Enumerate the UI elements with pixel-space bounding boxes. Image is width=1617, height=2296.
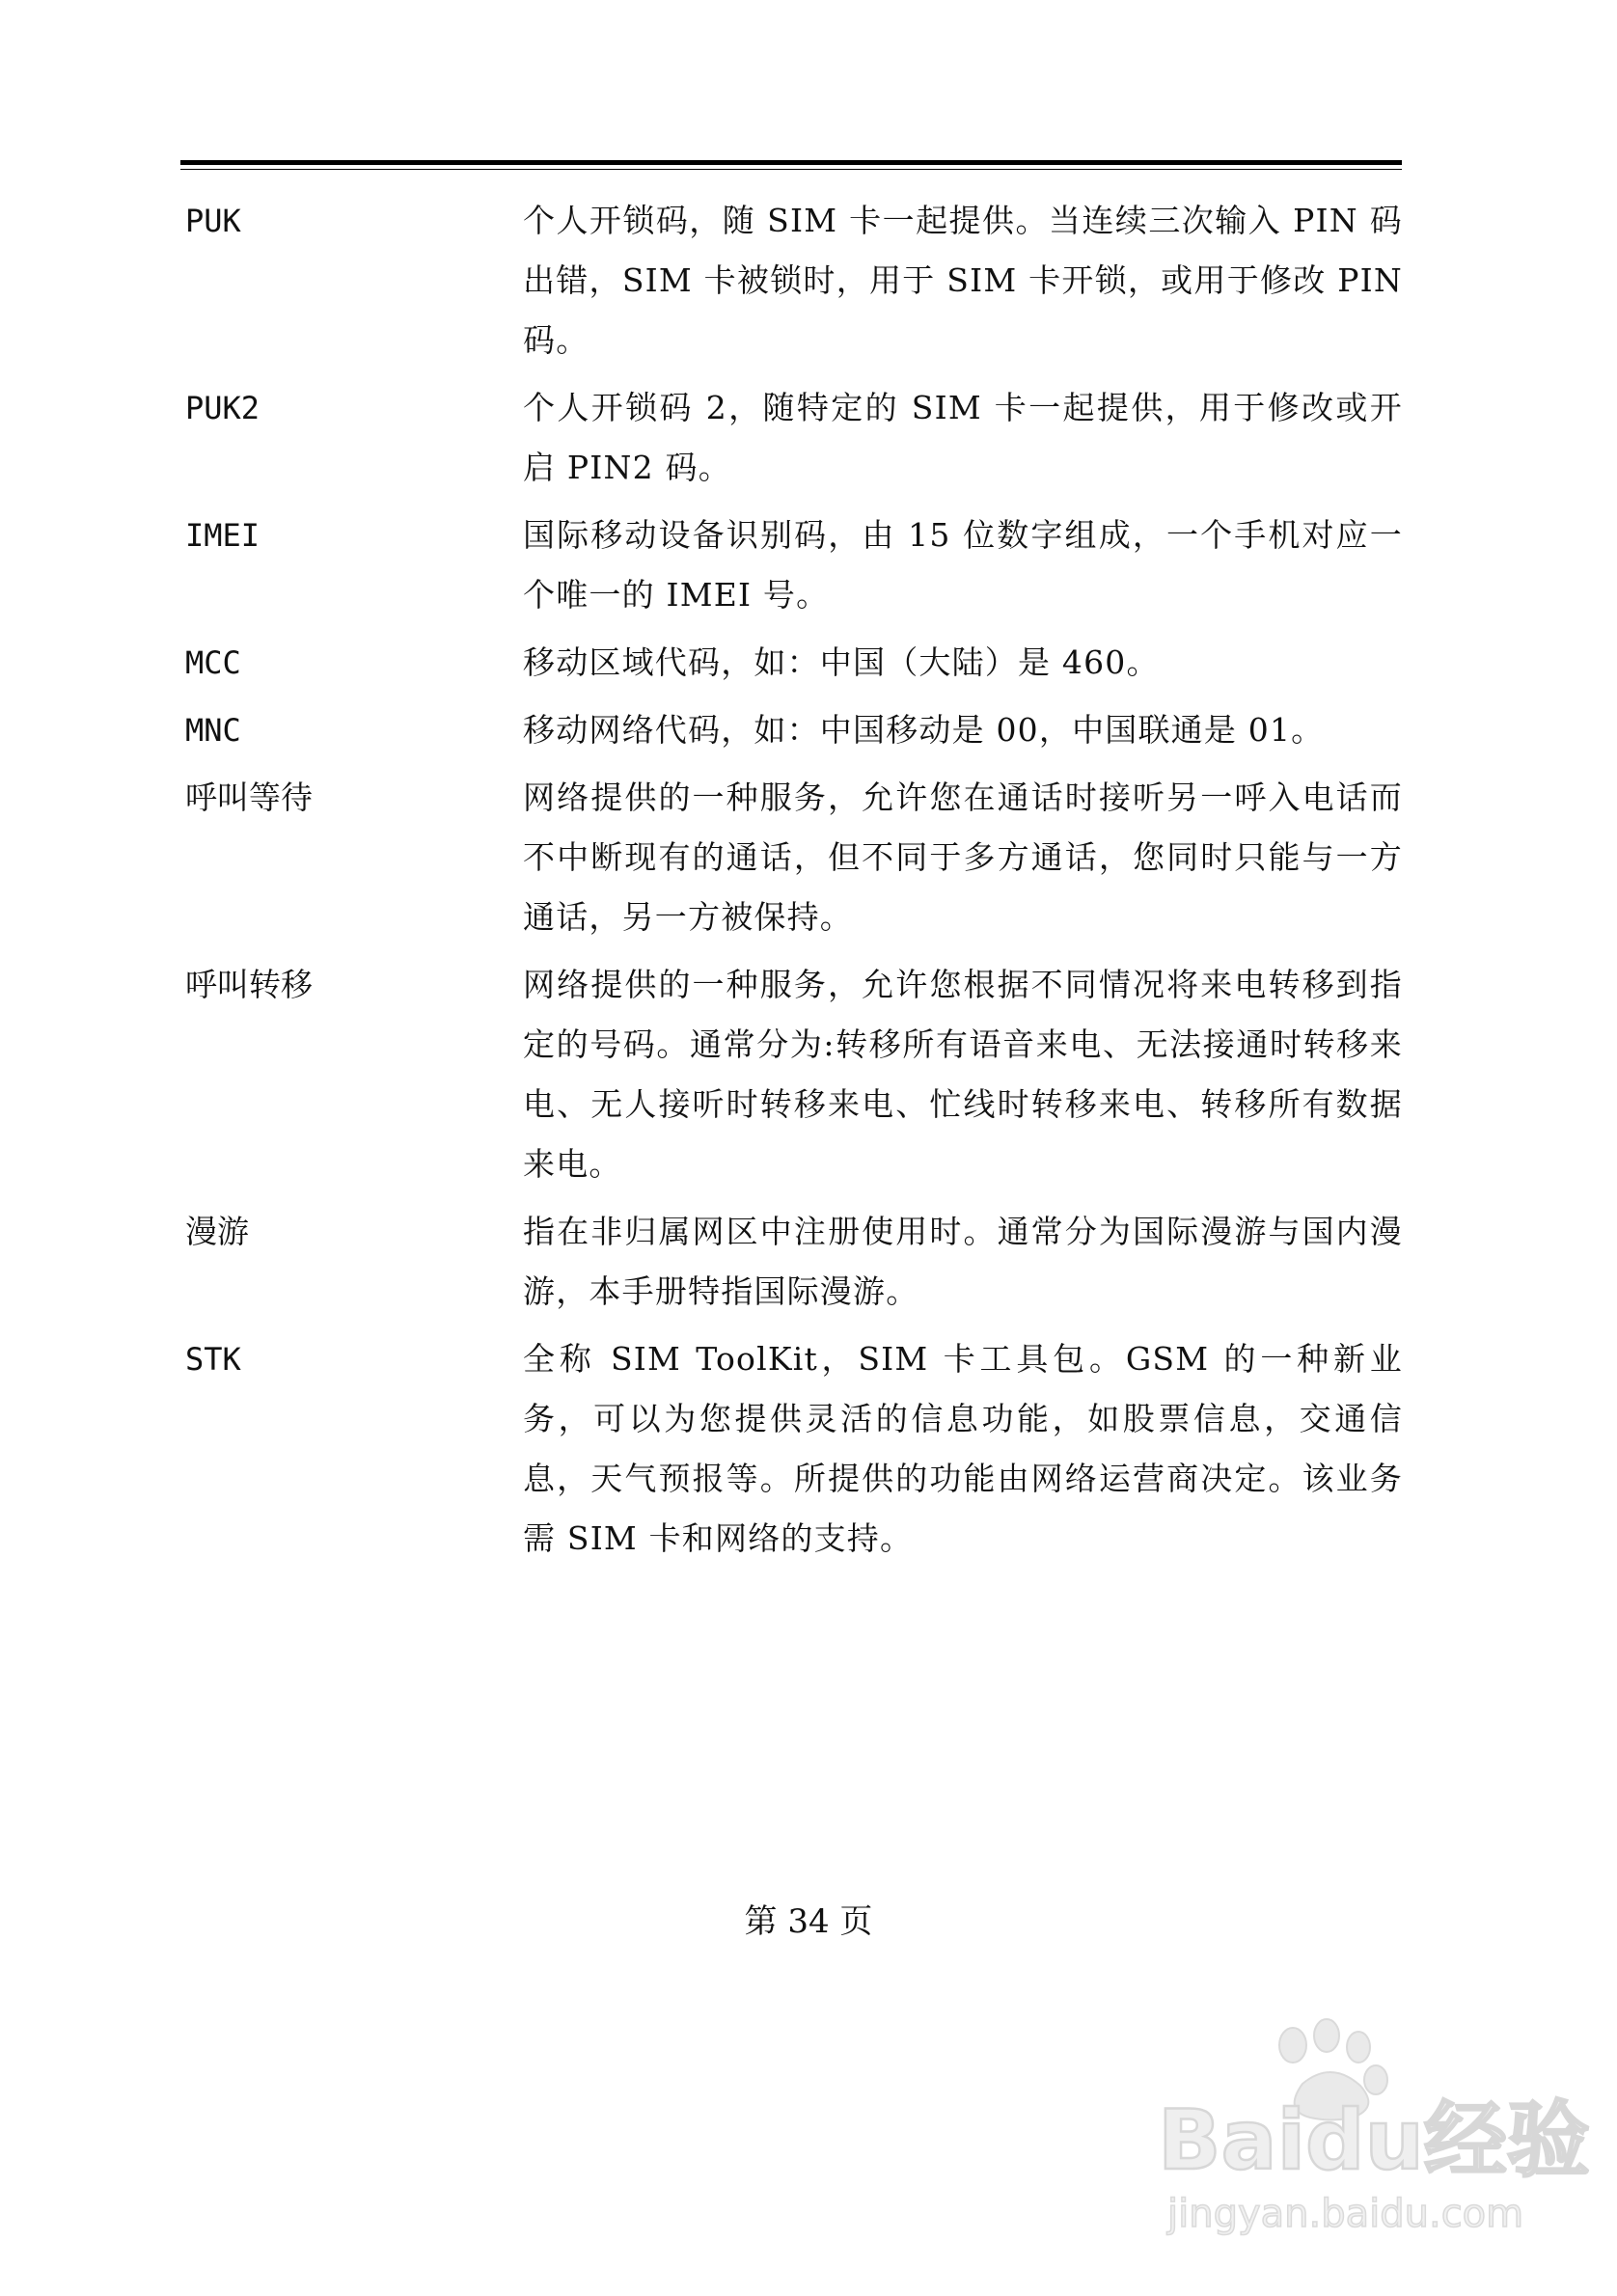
glossary-definition: 全称 SIM ToolKit，SIM 卡工具包。GSM 的一种新业务，可以为您提供灵活的信息功能，如股票信息，交通信息，天气预报等。所提供的功能由网络运营商决定。该业务需 SIM 卡和网络的支持。 xyxy=(523,1340,1403,1557)
glossary-entry-stk xyxy=(185,1329,1403,1569)
glossary-definition: 个人开锁码，随 SIM 卡一起提供。当连续三次输入 PIN 码出错，SIM 卡被锁时，用于 SIM 卡开锁，或用于修改 PIN 码。 xyxy=(523,202,1403,359)
baidu-jingyan-watermark xyxy=(1138,2026,1590,2248)
glossary-definition: 移动网络代码，如：中国移动是 00，中国联通是 01。 xyxy=(523,711,1325,749)
glossary-definition: 个人开锁码 2，随特定的 SIM 卡一起提供，用于修改或开启 PIN2 码。 xyxy=(523,389,1403,486)
glossary-definition: 国际移动设备识别码，由 15 位数字组成，一个手机对应一个唯一的 IMEI 号。 xyxy=(523,516,1403,614)
glossary-term: STK xyxy=(185,1341,241,1378)
header-rule xyxy=(180,160,1402,165)
glossary-entry-mcc xyxy=(185,633,1403,693)
header-rule-thin xyxy=(180,169,1402,170)
glossary-definition: 网络提供的一种服务，允许您根据不同情况将来电转移到指定的号码。通常分为:转移所有语音来电、无法接通时转移来电、无人接听时转移来电、忙线时转移来电、转移所有数据来电。 xyxy=(523,966,1403,1183)
glossary-entry-puk2 xyxy=(185,378,1403,498)
glossary-term: 漫游 xyxy=(185,1213,249,1250)
glossary-term: MNC xyxy=(185,712,241,749)
glossary-term: PUK xyxy=(185,203,241,239)
glossary-entry-roaming xyxy=(185,1202,1403,1322)
glossary-entry-call-waiting xyxy=(185,768,1403,947)
page-number: 第 34 页 xyxy=(744,1902,873,1941)
glossary-term: 呼叫转移 xyxy=(185,966,313,1003)
glossary-entry-call-forwarding xyxy=(185,955,1403,1194)
glossary-term: 呼叫等待 xyxy=(185,779,313,816)
glossary-definition: 网络提供的一种服务，允许您在通话时接听另一呼入电话而不中断现有的通话，但不同于多方通话，您同时只能与一方通话，另一方被保持。 xyxy=(523,779,1403,936)
glossary-definition: 移动区域代码，如：中国（大陆）是 460。 xyxy=(523,643,1160,681)
glossary-entry-mnc xyxy=(185,700,1403,760)
watermark-url-text: jingyan.baidu.com xyxy=(1167,2192,1524,2236)
watermark-brand-text: Baidu经验 xyxy=(1158,2092,1590,2189)
glossary-entry-puk xyxy=(185,191,1403,370)
baidu-paw-logo-icon xyxy=(1138,2026,1590,2248)
glossary-term: PUK2 xyxy=(185,390,260,426)
glossary-term: IMEI xyxy=(185,517,260,554)
glossary-definition: 指在非归属网区中注册使用时。通常分为国际漫游与国内漫游，本手册特指国际漫游。 xyxy=(523,1213,1403,1310)
glossary-term: MCC xyxy=(185,644,241,681)
glossary-list xyxy=(185,191,1403,1576)
glossary-entry-imei xyxy=(185,506,1403,625)
